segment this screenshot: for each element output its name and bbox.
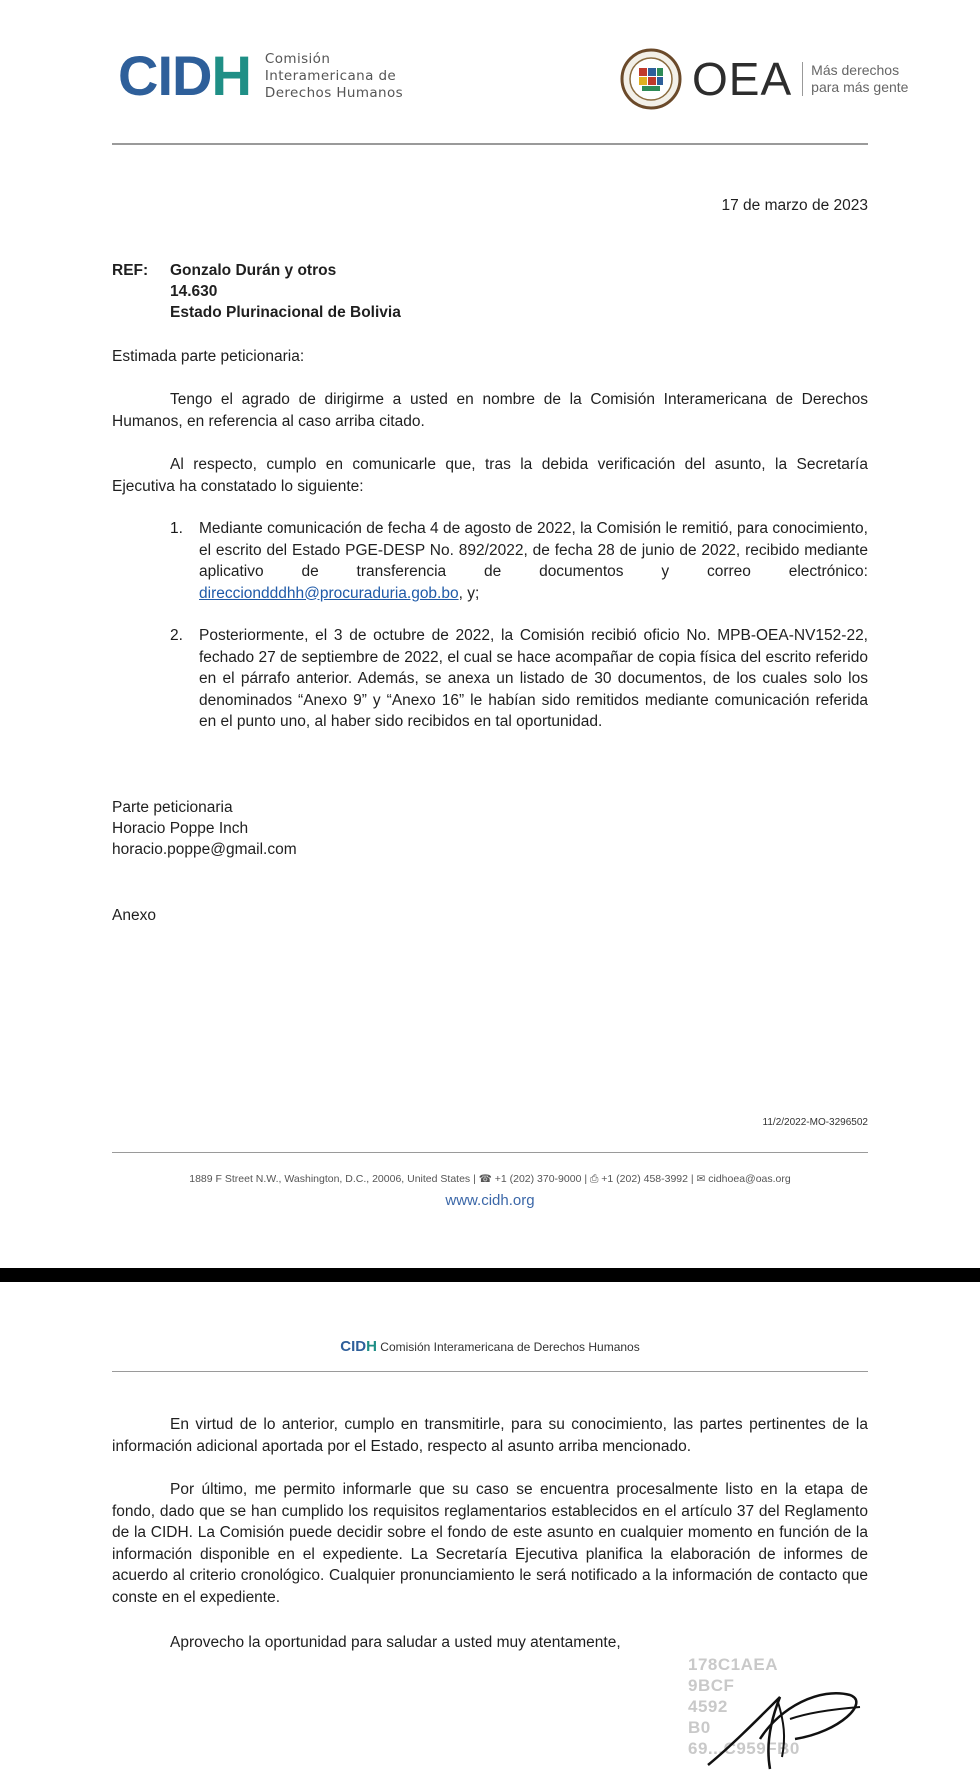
oea-seal-icon (620, 48, 682, 110)
cidh-logo-text: Comisión Interamericana de Derechos Humanos (264, 50, 404, 101)
cidh-logo-mark: CIDH (118, 44, 251, 107)
ref-line-1: Gonzalo Durán y otros (170, 262, 337, 279)
paragraph-1: Tengo el agrado de dirigirme a usted en nombre de la Comisión Interamericana de Derechos Humanos, en referencia al caso arriba citado. (112, 391, 868, 430)
cidh-mini-logo: CIDH (340, 1338, 377, 1355)
oea-logo (620, 48, 908, 110)
page-2-header (112, 1338, 868, 1355)
page-2-paragraph-1: En virtud de lo anterior, cumplo en transmitirle, para su conocimiento, las partes pertinentes de la información adicional aportada por el Estado, respecto al asunto arriba mencionado. (112, 1416, 868, 1455)
hash-watermark: 178C1AEA 9BCF 4592 B0 69...C959FB0 (688, 1655, 800, 1758)
addressee-line-1: Parte peticionaria (112, 799, 233, 816)
addressee-line-2: Horacio Poppe Inch (112, 820, 249, 837)
page-2-header-rule (112, 1371, 868, 1372)
oea-wordmark: OEA (692, 53, 793, 105)
footer-rule (112, 1152, 868, 1153)
item-2-number: 2. (170, 627, 183, 644)
page-2-paragraph-2: Por último, me permito informarle que su caso se encuentra procesalmente listo en la etapa de fondo, dado que se han cumplido los requisitos reglamentarios establecidos en el artículo 37 del Reglamento de la CIDH. La Comisión puede decidir sobre el fondo de este asunto en cualquier momento en función de la información disponible en el expediente. La Secretaría Ejecutiva planifica la elaboración de informes de acuerdo al criterio cronológico. Cualquier pronunciamiento le será notificado a la información de contacto que conste en el expediente. (112, 1481, 868, 1606)
item-1-number: 1. (170, 520, 183, 537)
page-2-header-text: Comisión Interamericana de Derechos Humanos (380, 1340, 640, 1354)
cidh-logo (118, 44, 404, 107)
ref-line-3: Estado Plurinacional de Bolivia (170, 304, 401, 321)
salutation: Estimada parte peticionaria: (112, 348, 305, 365)
ref-line-2: 14.630 (170, 283, 218, 300)
page-separator (0, 1268, 980, 1282)
footer-address: 1889 F Street N.W., Washington, D.C., 20006, United States | ☎ +1 (202) 370-9000 | ⎙ +1 (202) 458-3992 | ✉ cidhoea@oas.org (189, 1173, 791, 1185)
document-reference-code: 11/2/2022-MO-3296502 (762, 1117, 868, 1128)
item-1-text: Mediante comunicación de fecha 4 de agosto de 2022, la Comisión le remitió, para conocimiento, el escrito del Estado PGE-DESP No. 892/2022, de fecha 28 de junio de 2022, recibido mediante aplicativo de transferencia de documentos y correo electrónico: (199, 520, 868, 580)
header-rule (112, 143, 868, 145)
item-1 (199, 518, 868, 604)
ref-label: REF: (112, 262, 149, 279)
item-1-tail: , y; (458, 584, 480, 602)
paragraph-2: Al respecto, cumplo en comunicarle que, tras la debida verificación del asunto, la Secretaría Ejecutiva ha constatado lo siguiente: (112, 456, 868, 495)
addressee-email: horacio.poppe@gmail.com (112, 841, 297, 858)
letter-page-2 (0, 1282, 980, 1787)
letter-date: 17 de marzo de 2023 (721, 197, 868, 214)
signature-icon (700, 1677, 870, 1777)
item-1-email-link[interactable]: direcciondddhh@procuraduria.gob.bo (199, 584, 459, 602)
closing-line: Aprovecho la oportunidad para saludar a usted muy atentamente, (170, 1634, 621, 1651)
oea-tagline: Más derechos para más gente (802, 62, 908, 96)
annex-label: Anexo (112, 907, 156, 924)
item-2-text: Posteriormente, el 3 de octubre de 2022, la Comisión recibió oficio No. MPB-OEA-NV152-22, fechado 27 de septiembre de 2022, el cual se hace acompañar de copia física del escrito referido en el párrafo anterior. Además, se anexa un listado de 30 documentos, de los cuales solo los denominados “Anexo 9” y “Anexo 16” le habían sido remitidos mediante comunicación referida en el punto uno, al haber sido recibidos en tal oportunidad. (199, 627, 868, 730)
footer-website-link[interactable]: www.cidh.org (445, 1192, 535, 1209)
